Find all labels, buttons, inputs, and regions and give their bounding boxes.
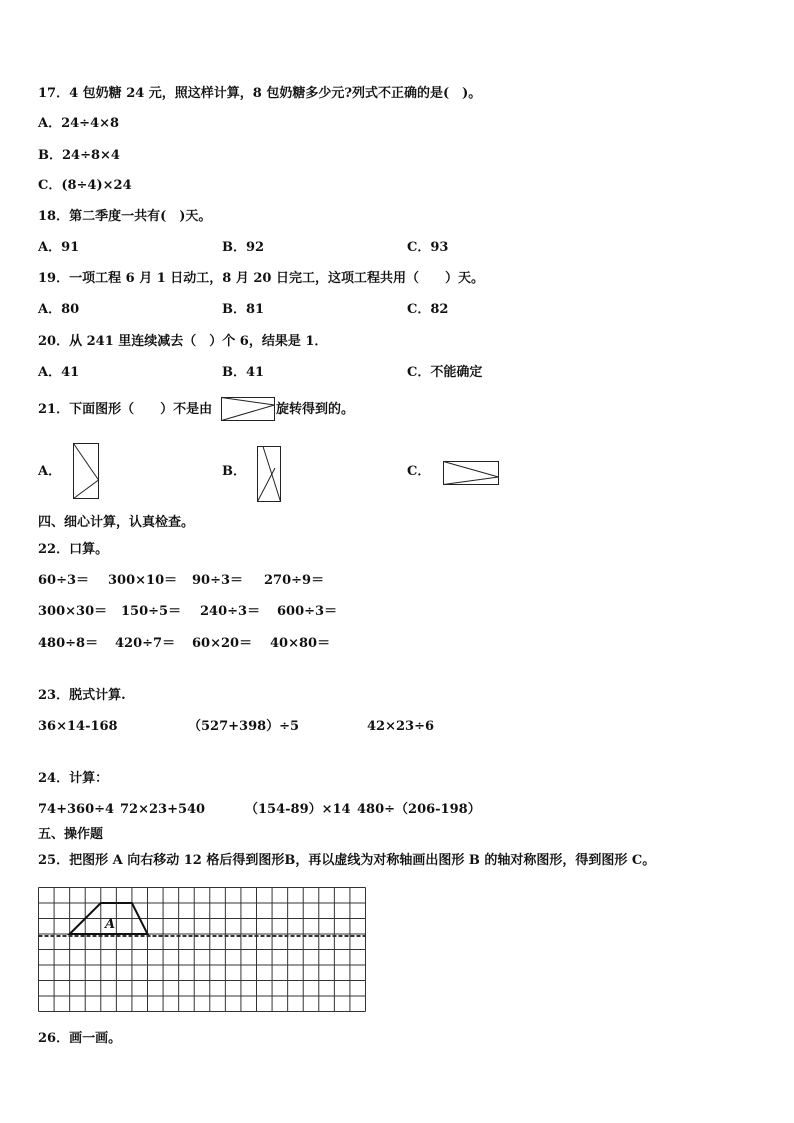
q18-option-c: C．93: [407, 240, 449, 255]
q23-title: 23．脱式计算.: [38, 688, 126, 703]
q19-option-b: B．81: [222, 302, 265, 317]
q20-option-a: A．41: [38, 365, 80, 380]
q20-option-b: B．41: [222, 365, 265, 380]
q17-stem: 17．4 包奶糖 24 元，照这样计算，8 包奶糖多少元?列式不正确的是( )。: [38, 86, 482, 101]
q19-option-a: A．80: [38, 302, 80, 317]
q22-item: 300×30＝: [38, 604, 108, 619]
q23-item: 42×23÷6: [367, 719, 435, 734]
q20-stem: 20．从 241 里连续减去（ ）个 6，结果是 1．: [38, 334, 328, 349]
q18-stem: 18．第二季度一共有( )天。: [38, 209, 212, 224]
q18-option-b: B．92: [222, 240, 265, 255]
q24-item: 74+360÷4: [38, 802, 115, 817]
q24-item: 72×23+540: [120, 802, 206, 817]
q17-option-a: A．24÷4×8: [38, 116, 120, 131]
section-5-heading: 五、操作题: [38, 827, 104, 842]
q24-item: 480÷（206-198）: [357, 802, 481, 817]
q21-shape-b: [257, 446, 281, 502]
q22-item: 60×20＝: [192, 636, 253, 651]
q21-shape-a: [73, 443, 99, 499]
q24-item: （154-89）×14: [245, 802, 351, 817]
q21-reference-rectangle: [221, 397, 275, 421]
q19-option-c: C．82: [407, 302, 449, 317]
q21-option-c: C．: [407, 464, 431, 479]
q25-shape-label: A: [105, 917, 116, 932]
q22-item: 420÷7＝: [115, 636, 176, 651]
q21-option-b: B．: [222, 464, 246, 479]
q22-item: 300×10＝: [108, 573, 178, 588]
q21-option-a: A．: [38, 464, 62, 479]
q21-stem-after: 旋转得到的。: [276, 402, 355, 417]
q21-stem-before: 21．下面图形（ ）不是由: [38, 402, 213, 417]
q17-option-c: C．(8÷4)×24: [38, 178, 132, 193]
q17-option-b: B．24÷8×4: [38, 148, 120, 163]
q22-item: 60÷3＝: [38, 573, 90, 588]
q20-option-c: C．不能确定: [407, 365, 483, 380]
q22-item: 480÷8＝: [38, 636, 99, 651]
section-4-heading: 四、细心计算，认真检查。: [38, 515, 195, 530]
q24-title: 24．计算：: [38, 771, 109, 786]
q26-stem: 26．画一画。: [38, 1031, 122, 1046]
q22-item: 150÷5＝: [121, 604, 182, 619]
q22-item: 270÷9＝: [264, 573, 325, 588]
q23-item: （527+398）÷5: [188, 719, 300, 734]
q18-option-a: A．91: [38, 240, 80, 255]
q22-item: 240÷3＝: [200, 604, 261, 619]
q22-item: 40×80＝: [270, 636, 331, 651]
q25-grid: [38, 887, 366, 1012]
q22-item: 600÷3＝: [277, 604, 338, 619]
q19-stem: 19．一项工程 6 月 1 日动工，8 月 20 日完工，这项工程共用（ ）天。: [38, 271, 484, 286]
q25-stem: 25．把图形 A 向右移动 12 格后得到图形B，再以虚线为对称轴画出图形 B 的轴对称图形，得到图形 C。: [38, 853, 656, 868]
q21-shape-c: [443, 461, 499, 485]
q22-title: 22．口算。: [38, 542, 109, 557]
q22-item: 90÷3＝: [192, 573, 244, 588]
q23-item: 36×14-168: [38, 719, 118, 734]
